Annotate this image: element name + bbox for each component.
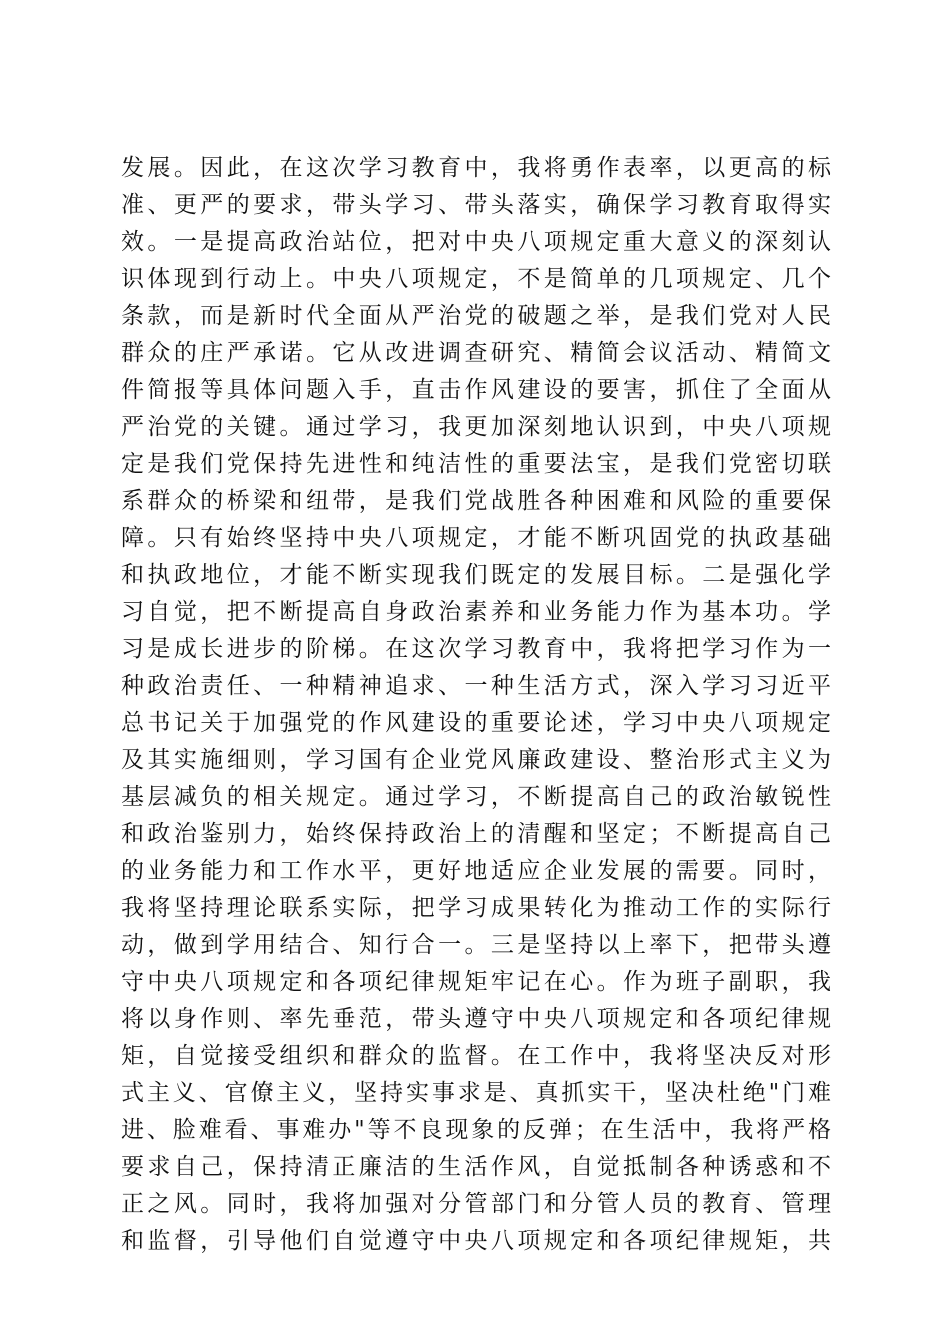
text-line: 和监督，引导他们自觉遵守中央八项规定和各项纪律规矩，共 bbox=[121, 1228, 831, 1254]
text-line: 和执政地位，才能不断实现我们既定的发展目标。二是强化学 bbox=[121, 562, 831, 588]
text-line: 件简报等具体问题入手，直击作风建设的要害，抓住了全面从 bbox=[121, 377, 831, 403]
text-line: 准、更严的要求，带头学习、带头落实，确保学习教育取得实 bbox=[121, 192, 831, 218]
text-line: 习是成长进步的阶梯。在这次学习教育中，我将把学习作为一 bbox=[121, 636, 831, 662]
text-line: 基层减负的相关规定。通过学习，不断提高自己的政治敏锐性 bbox=[121, 784, 831, 810]
text-line: 发展。因此，在这次学习教育中，我将勇作表率，以更高的标 bbox=[121, 155, 831, 181]
text-line: 将以身作则、率先垂范，带头遵守中央八项规定和各项纪律规 bbox=[121, 1006, 831, 1032]
text-line: 条款，而是新时代全面从严治党的破题之举，是我们党对人民 bbox=[121, 303, 831, 329]
text-line: 系群众的桥梁和纽带，是我们党战胜各种困难和风险的重要保 bbox=[121, 488, 831, 514]
text-line: 定是我们党保持先进性和纯洁性的重要法宝，是我们党密切联 bbox=[121, 451, 831, 477]
text-line: 群众的庄严承诺。它从改进调查研究、精简会议活动、精简文 bbox=[121, 340, 831, 366]
text-line: 动，做到学用结合、知行合一。三是坚持以上率下，把带头遵 bbox=[121, 932, 831, 958]
text-line: 的业务能力和工作水平，更好地适应企业发展的需要。同时， bbox=[121, 858, 831, 884]
body-text bbox=[121, 150, 831, 1260]
text-line: 总书记关于加强党的作风建设的重要论述，学习中央八项规定 bbox=[121, 710, 831, 736]
text-line: 正之风。同时，我将加强对分管部门和分管人员的教育、管理 bbox=[121, 1191, 831, 1217]
text-line: 矩，自觉接受组织和群众的监督。在工作中，我将坚决反对形 bbox=[121, 1043, 831, 1069]
text-line: 式主义、官僚主义，坚持实事求是、真抓实干，坚决杜绝"门难 bbox=[121, 1080, 831, 1106]
text-line: 进、脸难看、事难办"等不良现象的反弹；在生活中，我将严格 bbox=[121, 1117, 831, 1143]
text-line: 要求自己，保持清正廉洁的生活作风，自觉抵制各种诱惑和不 bbox=[121, 1154, 831, 1180]
text-line: 障。只有始终坚持中央八项规定，才能不断巩固党的执政基础 bbox=[121, 525, 831, 551]
text-line: 我将坚持理论联系实际，把学习成果转化为推动工作的实际行 bbox=[121, 895, 831, 921]
text-line: 和政治鉴别力，始终保持政治上的清醒和坚定；不断提高自己 bbox=[121, 821, 831, 847]
text-line: 及其实施细则，学习国有企业党风廉政建设、整治形式主义为 bbox=[121, 747, 831, 773]
text-line: 种政治责任、一种精神追求、一种生活方式，深入学习习近平 bbox=[121, 673, 831, 699]
text-line: 习自觉，把不断提高自身政治素养和业务能力作为基本功。学 bbox=[121, 599, 831, 625]
text-line: 效。一是提高政治站位，把对中央八项规定重大意义的深刻认 bbox=[121, 229, 831, 255]
text-line: 守中央八项规定和各项纪律规矩牢记在心。作为班子副职，我 bbox=[121, 969, 831, 995]
text-line: 严治党的关键。通过学习，我更加深刻地认识到，中央八项规 bbox=[121, 414, 831, 440]
text-line: 识体现到行动上。中央八项规定，不是简单的几项规定、几个 bbox=[121, 266, 831, 292]
